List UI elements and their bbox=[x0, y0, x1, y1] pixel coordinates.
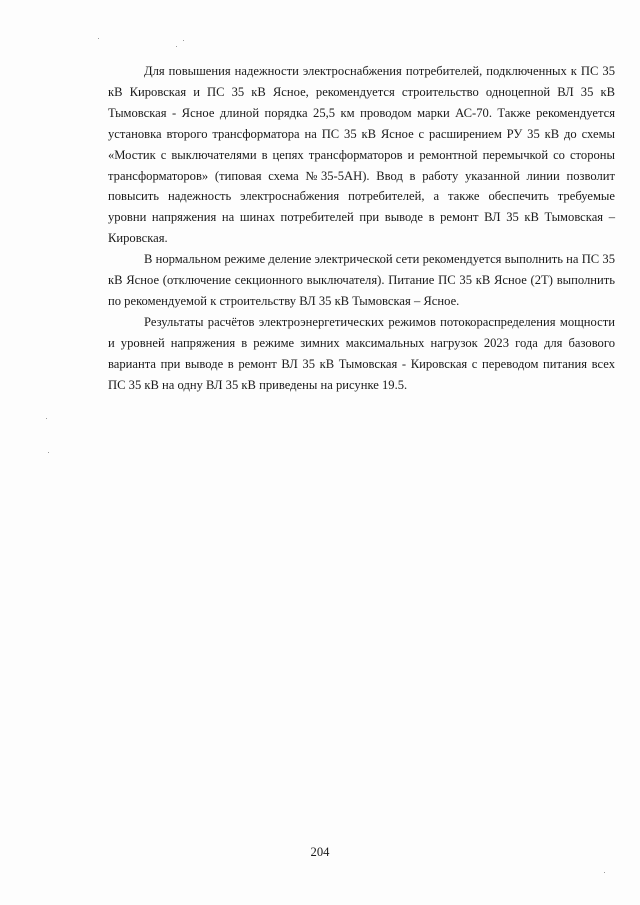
body-text bbox=[108, 61, 615, 396]
scan-speck bbox=[46, 418, 47, 419]
paragraph-reliability: Для повышения надежности электроснабжения потребителей, подключенных к ПС 35 кВ Кировская и ПС 35 кВ Ясное, рекомендуется строительство одноцепной ВЛ 35 кВ Тымовская - Ясное длиной порядка 25,5 км проводом марки АС-70. Также рекомендуется установка второго трансформатора на ПС 35 кВ Ясное с расширением РУ 35 кВ до схемы «Мостик с выключателями в цепях трансформаторов и ремонтной перемычкой со стороны трансформаторов» (типовая схема №35-5АН). Ввод в работу указанной линии позволит повысить надежность электроснабжения потребителей, а также обеспечить требуемые уровни напряжения на шинах потребителей при выводе в ремонт ВЛ 35 кВ Тымовская – Кировская. bbox=[108, 64, 615, 246]
scan-speck bbox=[183, 40, 184, 41]
scan-speck bbox=[176, 46, 177, 47]
scan-speck bbox=[604, 872, 605, 873]
scan-speck bbox=[98, 38, 99, 39]
paragraph-calculation-results: Результаты расчётов электроэнергетических режимов потокораспределения мощности и уровней напряжения в режиме зимних максимальных нагрузок 2023 года для базового варианта при выводе в ремонт ВЛ 35 кВ Тымовская - Кировская с переводом питания всех ПС 35 кВ на одну ВЛ 35 кВ приведены на рисунке 19.5. bbox=[108, 314, 615, 392]
scan-speck bbox=[48, 452, 49, 453]
paragraph-normal-mode: В нормальном режиме деление электрической сети рекомендуется выполнить на ПС 35 кВ Ясное (отключение секционного выключателя). Питание ПС 35 кВ Ясное (2Т) выполнить по рекомендуемой к строительству ВЛ 35 кВ Тымовская – Ясное. bbox=[108, 252, 615, 308]
page-number: 204 bbox=[310, 845, 330, 859]
